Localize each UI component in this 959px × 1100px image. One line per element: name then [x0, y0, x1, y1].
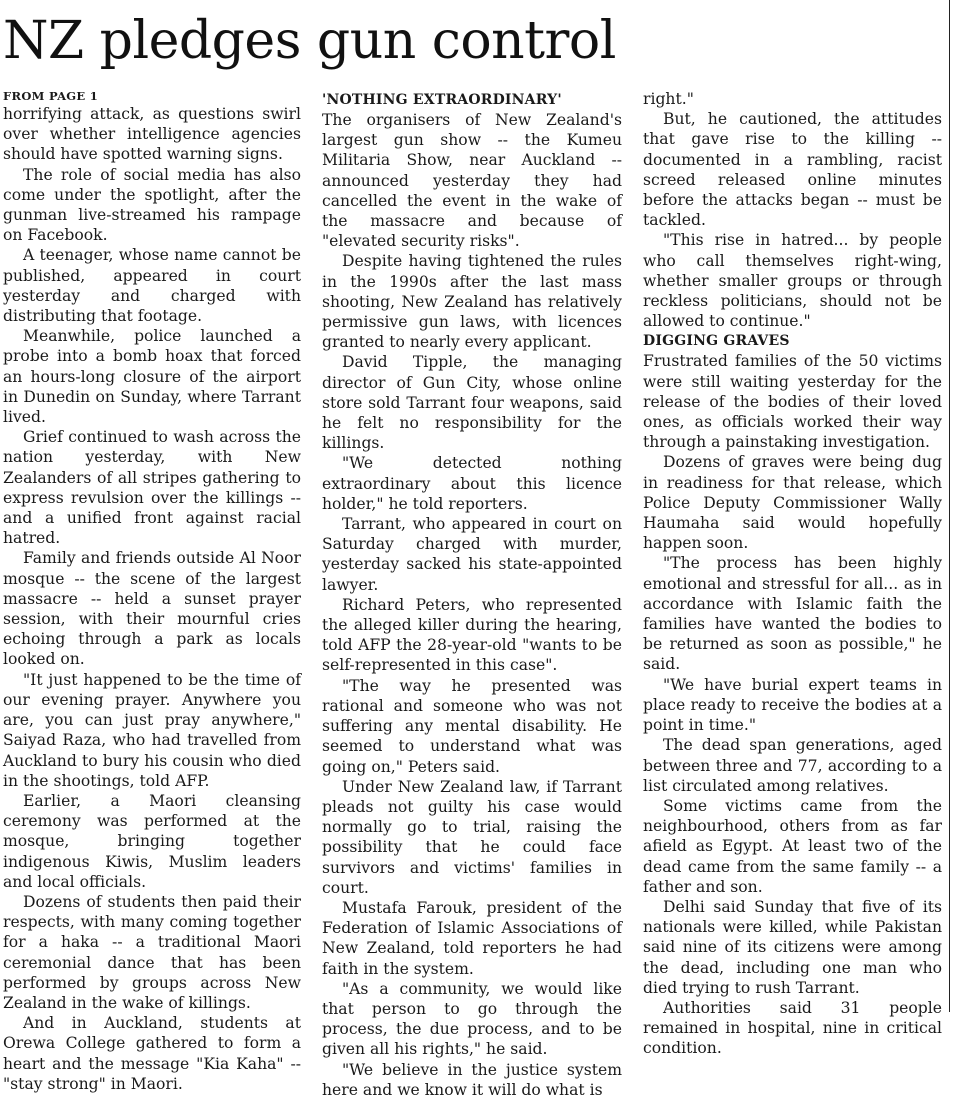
- paragraph: "We have burial expert teams in place ready to receive the bodies at a point in time.": [643, 675, 942, 735]
- paragraph: Richard Peters, who represented the alleged killer during the hearing, told AFP the 28-year-old "wants to be self-represented in this case".: [322, 595, 622, 675]
- paragraph: Meanwhile, police launched a probe into a bomb hoax that forced an hours-long closure of the airport in Dunedin on Sunday, where Tarrant lived.: [3, 327, 301, 427]
- paragraph: Despite having tightened the rules in the 1990s after the last mass shooting, New Zealand has relatively permissive gun laws, with licences granted to nearly every applicant.: [322, 252, 622, 352]
- paragraph: The role of social media has also come under the spotlight, after the gunman live-streamed his rampage on Facebook.: [3, 165, 301, 245]
- paragraph: Delhi said Sunday that five of its nationals were killed, while Pakistan said nine of its citizens were among the dead, including one man who died trying to rush Tarrant.: [643, 897, 942, 997]
- paragraph: "It just happened to be the time of our evening prayer. Anywhere you are, you can just pray anywhere," Saiyad Raza, who had travelled from Auckland to bury his cousin who died in the shootings, told AFP.: [3, 670, 301, 790]
- headline: NZ pledges gun control: [3, 11, 616, 71]
- paragraph: Mustafa Farouk, president of the Federation of Islamic Associations of New Zealand, told reporters he had faith in the system.: [322, 898, 622, 978]
- paragraph: Earlier, a Maori cleansing ceremony was performed at the mosque, bringing together indigenous Kiwis, Muslim leaders and local officials.: [3, 791, 301, 891]
- column-3: [643, 89, 942, 1058]
- paragraph: Dozens of students then paid their respects, with many coming together for a haka -- a traditional Maori ceremonial dance that has been performed by groups across New Zealand in the wake of killings.: [3, 892, 301, 1012]
- kicker: FROM PAGE 1: [3, 89, 99, 103]
- paragraph: Under New Zealand law, if Tarrant pleads not guilty his case would normally go to trial, raising the possibility that he could face survivors and victims' families in court.: [322, 777, 622, 897]
- subhead: DIGGING GRAVES: [643, 333, 790, 350]
- subhead: 'NOTHING EXTRAORDINARY': [322, 92, 562, 108]
- paragraph: The dead span generations, aged between three and 77, according to a list circulated among relatives.: [643, 736, 942, 795]
- paragraph: right.": [643, 90, 694, 108]
- paragraph: Tarrant, who appeared in court on Saturday charged with murder, yesterday sacked his state-appointed lawyer.: [322, 515, 622, 594]
- paragraph: "The way he presented was rational and someone who was not suffering any mental disability. He seemed to understand what was going on," Peters said.: [322, 676, 622, 776]
- paragraph: "We believe in the justice system here and we know it will do what is: [322, 1060, 622, 1099]
- paragraph: And in Auckland, students at Orewa College gathered to form a heart and the message "Kia Kaha" -- "stay strong" in Maori.: [3, 1014, 301, 1093]
- paragraph: David Tipple, the managing director of Gun City, whose online store sold Tarrant four weapons, said he felt no responsibility for the killings.: [322, 353, 622, 453]
- paragraph: Some victims came from the neighbourhood, others from as far afield as Egypt. At least two of the dead came from the same family -- a father and son.: [643, 796, 942, 896]
- column-2: [322, 89, 622, 1099]
- paragraph: Frustrated families of the 50 victims were still waiting yesterday for the release of the bodies of their loved ones, as officials worked their way through a painstaking investigation.: [643, 352, 942, 452]
- paragraph: A teenager, whose name cannot be published, appeared in court yesterday and charged with distributing that footage.: [3, 246, 301, 326]
- column-1: [3, 89, 301, 1093]
- paragraph: Grief continued to wash across the nation yesterday, with New Zealanders of all stripes gathering to express revulsion over the killings -- and a unified front against racial hatred.: [3, 428, 301, 548]
- paragraph: The organisers of New Zealand's largest gun show -- the Kumeu Militaria Show, near Auckland -- announced yesterday they had cancelled the event in the wake of the massacre and because of "elevated security risks".: [322, 111, 622, 251]
- paragraph: But, he cautioned, the attitudes that gave rise to the killing -- documented in a rambling, racist screed released online minutes before the attacks began -- must be tackled.: [643, 110, 942, 230]
- paragraph: "The process has been highly emotional and stressful for all... as in accordance with Islamic faith the families have wanted the bodies to be returned as soon as possible," he said.: [643, 554, 942, 674]
- column-rule: [949, 0, 950, 1012]
- paragraph: Family and friends outside Al Noor mosque -- the scene of the largest massacre -- held a sunset prayer session, with their mournful cries echoing through a park as locals looked on.: [3, 549, 301, 669]
- paragraph: Dozens of graves were being dug in readiness for that release, which Police Deputy Commissioner Wally Haumaha said would hopefully happen soon.: [643, 453, 942, 553]
- paragraph: Authorities said 31 people remained in hospital, nine in critical condition.: [643, 998, 942, 1058]
- paragraph: "This rise in hatred... by people who call themselves right-wing, whether smaller groups or through reckless politicians, should not be allowed to continue.": [643, 231, 942, 331]
- paragraph: "As a community, we would like that person to go through the process, the due process, and to be given all his rights," he said.: [322, 979, 622, 1059]
- paragraph: horrifying attack, as questions swirl over whether intelligence agencies should have spotted warning signs.: [3, 105, 301, 164]
- paragraph: "We detected nothing extraordinary about this licence holder," he told reporters.: [322, 454, 622, 513]
